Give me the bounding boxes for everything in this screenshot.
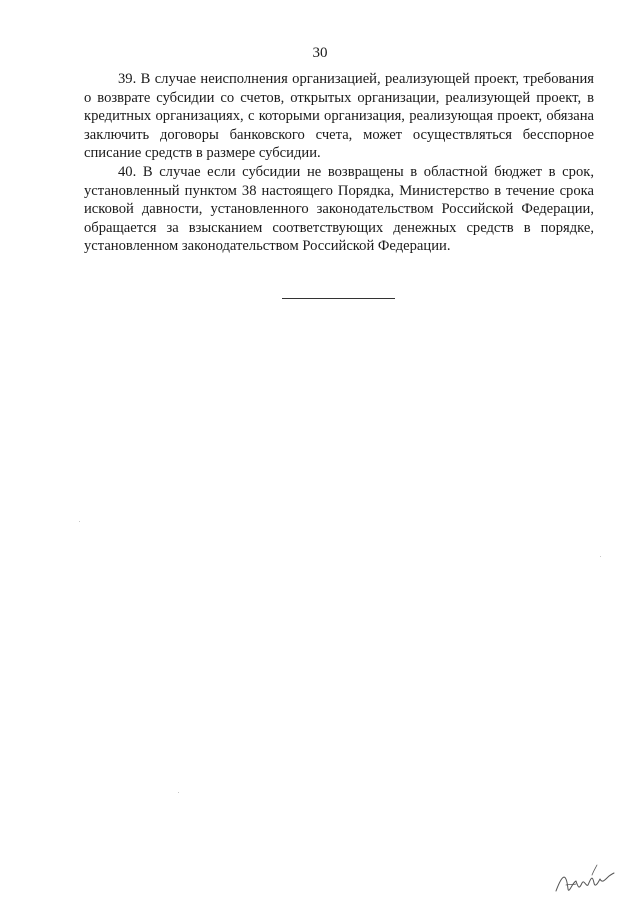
scan-speck — [178, 792, 179, 793]
page-number: 30 — [312, 45, 328, 61]
body-text — [84, 70, 594, 256]
handwritten-signature — [552, 861, 616, 899]
paragraph-40: 40. В случае если субсидии не возвращены в областной бюджет в срок, установленный пунктом 38 настоящего Порядка, Министерство в течение срока исковой давности, установленного законодательством Российской Федерации, обращается за взысканием соответствующих денежных средств в порядке, установленном законодательством Российской Федерации. — [84, 163, 594, 255]
scan-speck — [79, 521, 80, 522]
end-separator-line — [282, 298, 395, 299]
paragraph-39: 39. В случае неисполнения организацией, реализующей проект, требования о возврате субсидии со счетов, открытых организации, реализующей проект, в кредитных организациях, с которыми организация, реализующая проект, обязана заключить договоры банковского счета, может осуществляться бесспорное списание средств в размере субсидии. — [84, 71, 594, 162]
scan-speck — [600, 556, 601, 557]
